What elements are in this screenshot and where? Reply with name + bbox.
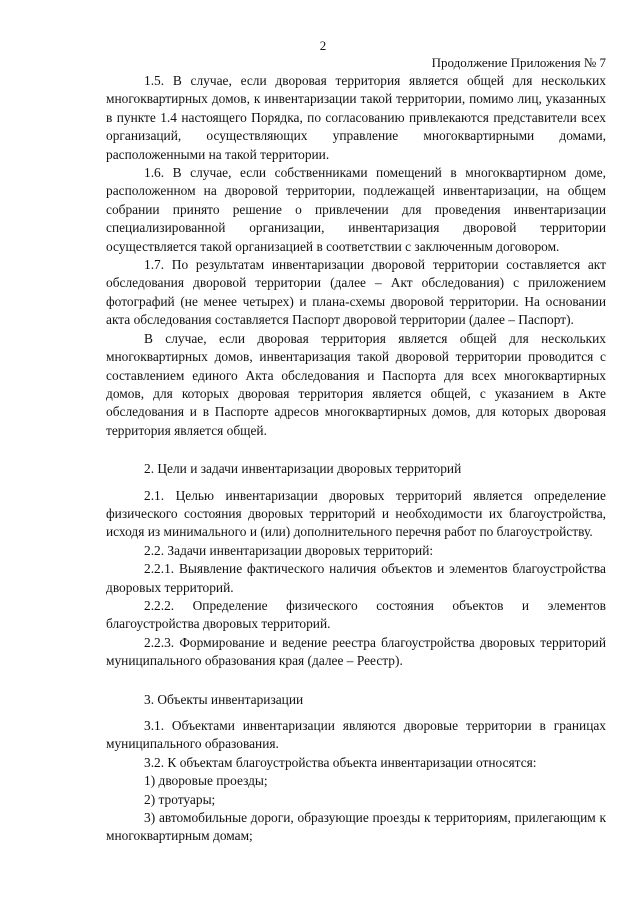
page-number: 2: [319, 38, 327, 53]
list-item-2: 2) тротуары;: [144, 791, 216, 807]
paragraph-1-7-continued: В случае, если дворовая территория является общей для нескольких многоквартирных домов, инвентаризация такой дворовой территории проводится с составлением единого Акта обследования и Паспорта для всех многоквартирных домов, для которых дворовая территория является общей, с указанием в Акте обследования и в Паспорте адресов многоквартирных домов, для которых дворовая территория является общей.: [106, 330, 606, 438]
paragraph-2-2-1: 2.2.1. Выявление фактического наличия объектов и элементов благоустройства дворовых территорий.: [106, 561, 606, 595]
paragraph-3-1: 3.1. Объектами инвентаризации являются дворовые территории в границах муниципального образования.: [106, 718, 606, 752]
section-heading-2: 2. Цели и задачи инвентаризации дворовых территорий: [144, 461, 462, 477]
paragraph-3-2: 3.2. К объектам благоустройства объекта инвентаризации относятся:: [144, 754, 537, 770]
paragraph-1-5: 1.5. В случае, если дворовая территория является общей для нескольких многоквартирных домов, к инвентаризации такой территории, помимо лиц, указанных в пункте 1.4 настоящего Порядка, по согласованию привлекаются представители всех организаций, осуществляющих управление многоквартирными домами, расположенными на такой территории.: [106, 73, 606, 162]
paragraph-2-2-3: 2.2.3. Формирование и ведение реестра благоустройства дворовых территорий муниципального образования края (далее – Реестр).: [106, 634, 606, 669]
paragraph-1-6: 1.6. В случае, если собственниками помещений в многоквартирном доме, расположенном на дворовой территории, подлежащей инвентаризации, на общем собрании принято решение о привлечении для проведения инвентаризации специализированной организации, инвентаризация дворовой территории осуществляется такой организацией в соответствии с заключенным договором.: [106, 165, 606, 254]
appendix-note: Продолжение Приложения № 7: [431, 55, 606, 70]
list-item-3: 3) автомобильные дороги, образующие проезды к территориям, прилегающим к многоквартирным домам;: [106, 810, 606, 844]
paragraph-1-7: 1.7. По результатам инвентаризации дворовой территории составляется акт обследования дворовой территории (далее – Акт обследования) с приложением фотографий (не менее четырех) и плана-схемы дворовой территории. На основании акта обследования составляется Паспорт дворовой территории (далее – Паспорт).: [106, 257, 606, 328]
list-item-1: 1) дворовые проезды;: [144, 773, 268, 789]
document-body: [106, 72, 606, 846]
paragraph-2-1: 2.1. Целью инвентаризации дворовых территорий является определение физического состояния дворовых территорий и необходимости их благоустройства, исходя из минимального и (или) дополнительного перечня работ по благоустройству.: [106, 487, 606, 540]
paragraph-2-2-2: 2.2.2. Определение физического состояния объектов и элементов благоустройства дворовых территорий.: [106, 597, 606, 632]
section-heading-3: 3. Объекты инвентаризации: [144, 691, 304, 707]
paragraph-2-2: 2.2. Задачи инвентаризации дворовых территорий:: [144, 542, 434, 558]
